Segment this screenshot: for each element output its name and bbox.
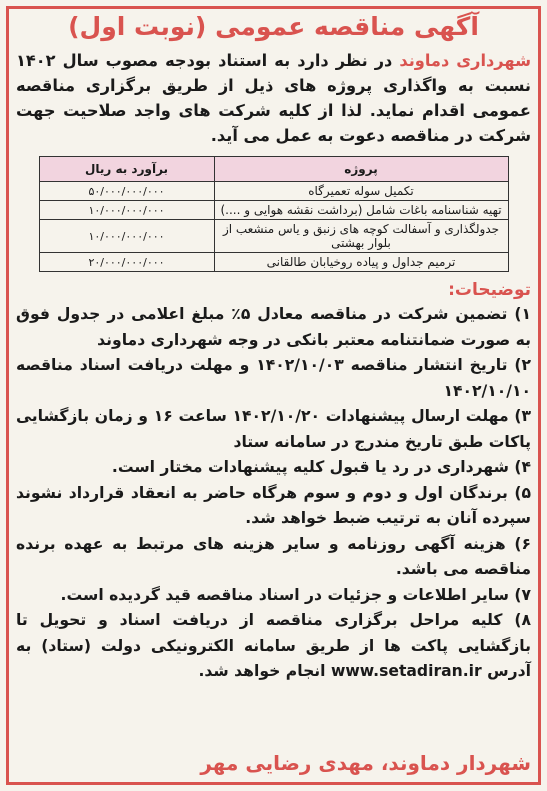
list-item: ۳) مهلت ارسال پیشنهادات ۱۴۰۲/۱۰/۲۰ ساعت ۱۶ و زمان بازگشایی پاکات طبق تاریخ مندرج در سامانه ستاد [16, 407, 531, 451]
signature: شهردار دماوند، مهدی رضایی مهر [200, 751, 531, 775]
notes-title: توضیحات: [448, 280, 531, 300]
list-item: ۸) کلیه مراحل برگزاری مناقصه از دریافت اسناد و تحویل تا بازگشایی پاکت ها از طریق سامانه الکترونیکی دولت (ستاد) به آدرس www.setadiran.ir انجام خواهد شد. [16, 611, 531, 680]
project-cell: جدولگذاری و آسفالت کوچه های زنبق و یاس منشعب از بلوار بهشتی [214, 220, 508, 253]
list-item: ۲) تاریخ انتشار مناقصه ۱۴۰۲/۱۰/۰۳ و مهلت دریافت اسناد مناقصه ۱۴۰۲/۱۰/۱۰ [16, 356, 531, 400]
projects-table [39, 156, 509, 272]
table-row [39, 182, 508, 201]
notes-list [16, 302, 531, 685]
intro-text: در نظر دارد به استناد بودجه مصوب سال ۱۴۰۲ نسبت به واگذاری پروژه های ذیل از طریق برگزاری مناقصه عمومی اقدام نماید. لذا از کلیه شرکت های واجد صلاحیت جهت شرکت در مناقصه دعوت به عمل می آید. [16, 51, 531, 145]
table-row [39, 220, 508, 253]
estimate-cell: ۱۰/۰۰۰/۰۰۰/۰۰۰ [39, 201, 214, 220]
municipality-name: شهرداری دماوند [399, 51, 531, 70]
list-item: ۷) سایر اطلاعات و جزئیات در اسناد مناقصه قید گردیده است. [60, 585, 531, 604]
header-project: پروژه [214, 157, 508, 182]
estimate-cell: ۱۰/۰۰۰/۰۰۰/۰۰۰ [39, 220, 214, 253]
notice-title: آگهی مناقصه عمومی (نوبت اول) [68, 12, 479, 41]
project-cell: ترمیم جداول و پیاده روخیابان طالقانی [214, 253, 508, 272]
list-item: ۱) تضمین شرکت در مناقصه معادل ۵٪ مبلغ اعلامی در جدول فوق به صورت ضمانتنامه معتبر بانکی در وجه شهرداری دماوند [16, 305, 531, 349]
list-item: ۶) هزینه آگهی روزنامه و سایر هزینه های مرتبط به عهده برنده مناقصه می باشد. [16, 534, 531, 578]
intro-paragraph [16, 48, 531, 148]
list-item: ۵) برندگان اول و دوم و سوم هرگاه حاضر به انعقاد قرارداد نشوند سپرده آنان به ترتیب ضبط خواهد شد. [16, 483, 531, 527]
estimate-cell: ۲۰/۰۰۰/۰۰۰/۰۰۰ [39, 253, 214, 272]
table-row [39, 253, 508, 272]
header-estimate: برآورد به ریال [39, 157, 214, 182]
table-header-row [39, 157, 508, 182]
estimate-cell: ۵۰/۰۰۰/۰۰۰/۰۰۰ [39, 182, 214, 201]
project-cell: تهیه شناسنامه باغات شامل (برداشت نقشه هوایی و ....) [214, 201, 508, 220]
project-cell: تکمیل سوله تعمیرگاه [214, 182, 508, 201]
table-row [39, 201, 508, 220]
list-item: ۴) شهرداری در رد یا قبول کلیه پیشنهادات مختار است. [111, 458, 531, 476]
notice-content [16, 12, 531, 781]
